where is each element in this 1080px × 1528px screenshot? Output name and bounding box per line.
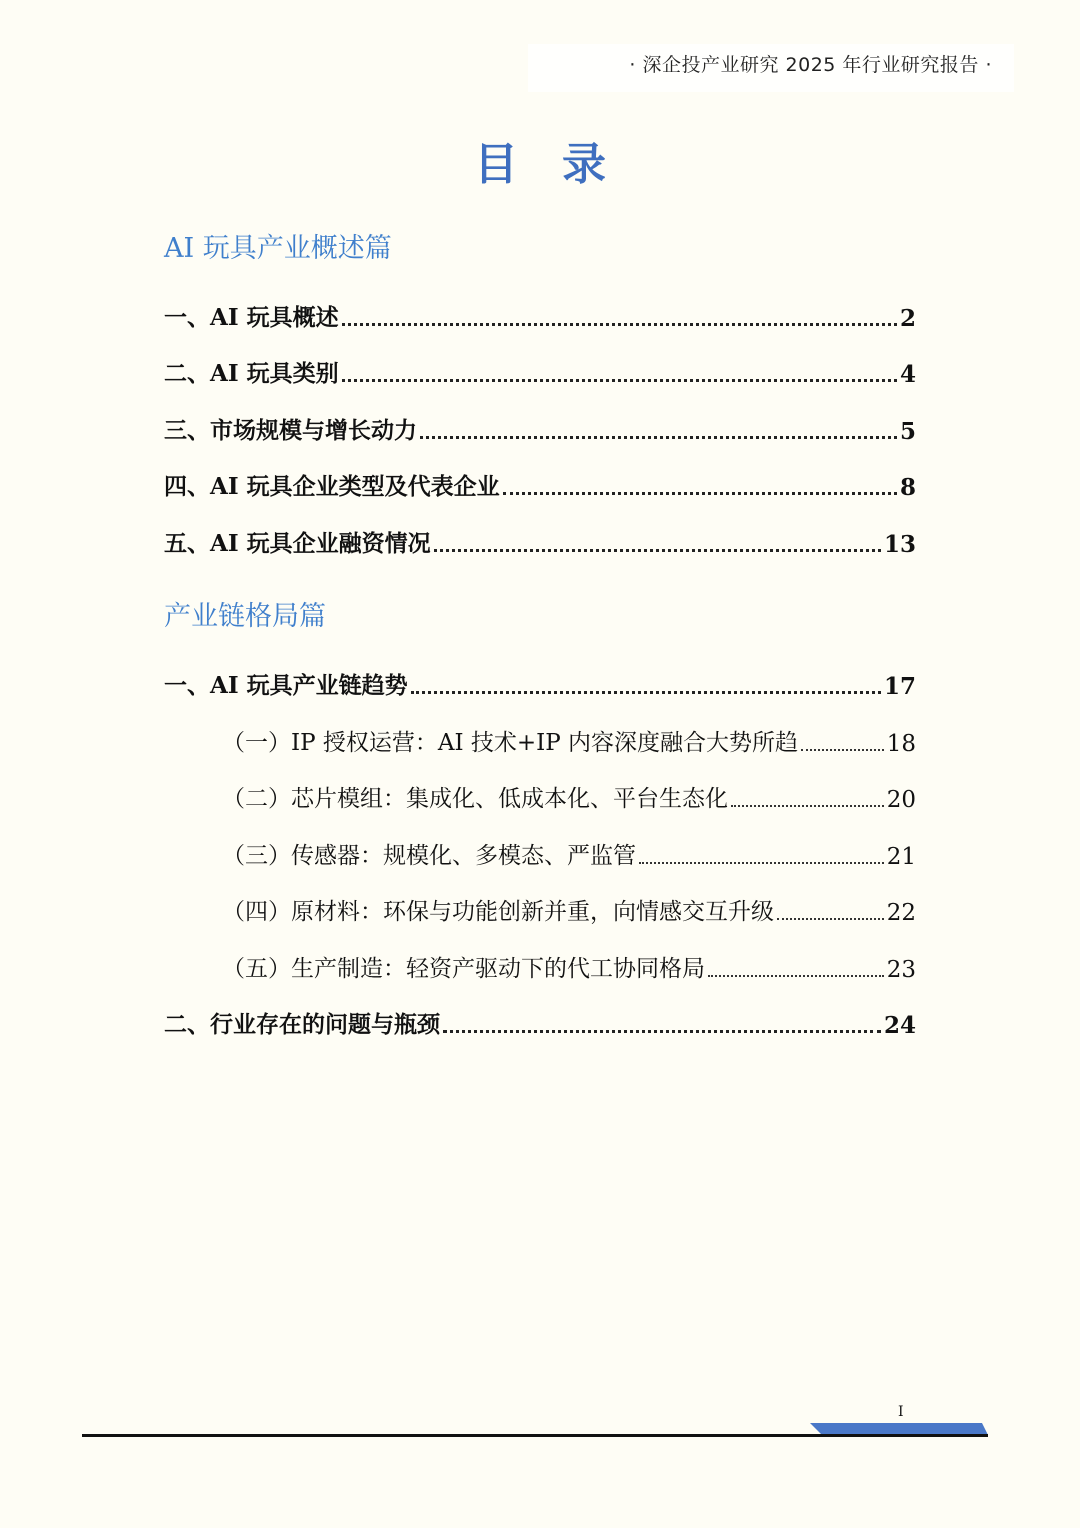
part-heading-industry-chain: 产业链格局篇 [164, 601, 326, 632]
toc-entry-page: 5 [899, 418, 916, 445]
dot-leader [420, 412, 897, 439]
dot-leader [639, 838, 884, 864]
toc-subentry[interactable] [222, 721, 916, 757]
toc-title: 目录 [474, 139, 650, 190]
toc-entry-title: 四、AI 玩具企业类型及代表企业 [164, 473, 500, 500]
toc-entry[interactable] [164, 522, 916, 558]
toc-entry-title: （五）生产制造：轻资产驱动下的代工协同格局 [222, 956, 705, 982]
toc-entry-title: 二、行业存在的问题与瓶颈 [164, 1011, 440, 1038]
toc-entry-page: 20 [886, 787, 916, 813]
part-heading-overview: AI 玩具产业概述篇 [164, 233, 392, 264]
toc-entry[interactable] [164, 409, 916, 445]
toc-entry[interactable] [164, 352, 916, 388]
dot-leader [411, 667, 881, 694]
toc-entry-page: 23 [886, 957, 916, 983]
dot-leader [342, 299, 897, 326]
toc-entry-page: 2 [899, 305, 916, 332]
dot-leader [443, 1006, 881, 1033]
toc-entry-page: 24 [883, 1012, 916, 1039]
toc-subentry[interactable] [222, 834, 916, 870]
page-number: I [898, 1404, 904, 1420]
toc-entry-page: 22 [886, 900, 916, 926]
toc-entry-title: 二、AI 玩具类别 [164, 360, 339, 387]
toc-entry-title: （三）传感器：规模化、多模态、严监管 [222, 843, 636, 869]
dot-leader [434, 525, 881, 552]
toc-entry-title: 一、AI 玩具概述 [164, 304, 339, 331]
toc-subentry[interactable] [222, 890, 916, 926]
running-header: · 深企投产业研究 2025 年行业研究报告 · [629, 54, 992, 76]
toc-entry-page: 18 [886, 731, 916, 757]
toc-entry-title: 三、市场规模与增长动力 [164, 417, 417, 444]
dot-leader [708, 951, 884, 977]
toc-subentry[interactable] [222, 777, 916, 813]
dot-leader [801, 725, 884, 751]
toc-entry[interactable] [164, 664, 916, 700]
toc-entry[interactable] [164, 296, 916, 332]
toc-entry-page: 17 [883, 673, 916, 700]
toc-entry[interactable] [164, 1003, 916, 1039]
toc-entry-page: 21 [886, 844, 916, 870]
toc-entry[interactable] [164, 465, 916, 501]
toc-entry-title: （四）原材料：环保与功能创新并重，向情感交互升级 [222, 899, 774, 925]
toc-entry-title: （二）芯片模组：集成化、低成本化、平台生态化 [222, 786, 728, 812]
toc-entry-title: 一、AI 玩具产业链趋势 [164, 672, 408, 699]
toc-entry-page: 4 [899, 361, 916, 388]
toc-entry-title: （一）IP 授权运营：AI 技术+IP 内容深度融合大势所趋 [222, 730, 799, 756]
dot-leader [342, 355, 897, 382]
toc-entry-title: 五、AI 玩具企业融资情况 [164, 530, 431, 557]
dot-leader [503, 468, 897, 495]
footer-rule [82, 1434, 988, 1437]
toc-subentry[interactable] [222, 947, 916, 983]
toc-entry-page: 8 [899, 474, 916, 501]
toc-entry-page: 13 [883, 531, 916, 558]
dot-leader [777, 894, 884, 920]
dot-leader [731, 781, 884, 807]
